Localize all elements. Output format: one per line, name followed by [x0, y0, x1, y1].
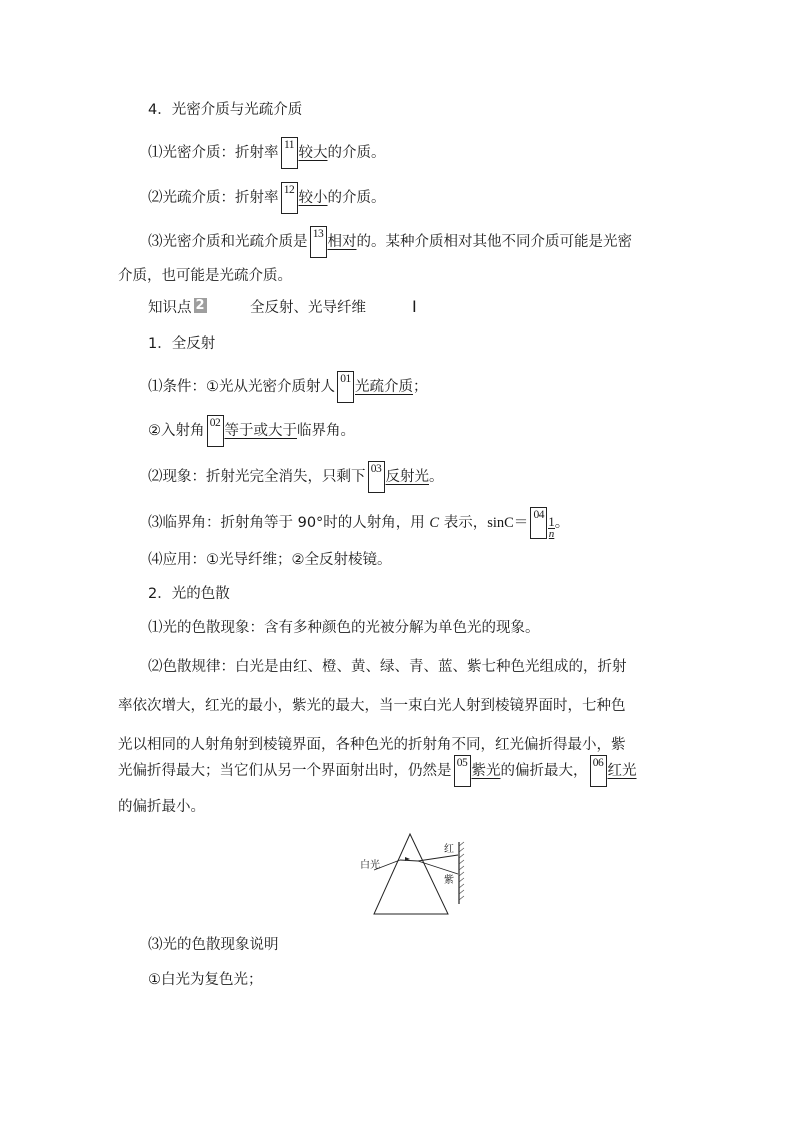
dispersion-explanation-1: ①白光为复色光；	[148, 972, 263, 988]
text: 。	[429, 469, 444, 485]
kp-badge: 2	[195, 298, 205, 313]
dispersion-rule-l5: 的偏折最小。	[118, 799, 205, 815]
answer-box: 03	[368, 461, 385, 493]
sparse-medium-line	[148, 182, 386, 214]
kp-level: Ⅰ	[412, 299, 417, 316]
screen-hatch	[459, 842, 464, 900]
answer-box: 13	[310, 226, 327, 258]
dense-medium-line	[148, 137, 386, 169]
text: 表示，	[439, 515, 488, 531]
dispersion-rule-l2: 率依次增大，红光的最小，紫光的最大，当一束白光人射到棱镜界面时，七种色	[118, 698, 626, 714]
kp-label: 知识点	[148, 300, 192, 316]
total-reflection-title: 1．全反射	[148, 336, 216, 352]
sin-formula: sinC＝	[487, 515, 529, 531]
section-4-title: 4．光密介质与光疏介质	[148, 102, 303, 118]
answer-text: 相对	[327, 234, 357, 250]
relative-line	[148, 226, 632, 258]
violet-label: 紫	[444, 875, 454, 886]
answer-text: 红光	[607, 763, 637, 779]
refracted-ray	[400, 860, 418, 861]
text: 的偏折最大，	[500, 763, 588, 779]
critical-angle-line	[148, 507, 569, 540]
red-ray	[418, 855, 458, 861]
dispersion-rule-l3: 光以相同的人射角射到棱镜界面，各种色光的折射角不同，红光偏折得最小，紫	[118, 737, 626, 753]
kp-title: 全反射、光导纤维	[250, 300, 366, 316]
text: 的介质。	[327, 145, 386, 161]
fraction-1-over-n: $\frac{1}{n}$	[548, 514, 555, 540]
text: ⑵现象：折射光完全消失，只剩下	[148, 469, 366, 485]
red-label: 红	[444, 844, 454, 855]
answer-text: 光疏介质	[355, 379, 413, 395]
answer-box: 12	[281, 182, 298, 214]
variable-C: C	[429, 515, 440, 531]
prism-dispersion-figure	[360, 828, 490, 918]
violet-ray	[418, 861, 458, 874]
answer-text: 较大	[298, 145, 328, 161]
dispersion-explanation-title: ⑶光的色散现象说明	[148, 937, 279, 953]
condition-line-1	[148, 371, 428, 403]
dispersion-definition: ⑴光的色散现象：含有多种颜色的光被分解为单色光的现象。	[148, 620, 540, 636]
relative-line-cont: 介质，也可能是光疏介质。	[118, 268, 292, 284]
text: 。	[554, 515, 570, 531]
white-light-label: 白光	[360, 860, 380, 871]
text: ；	[413, 379, 428, 395]
text: 光偏折得最大；当它们从另一个界面射出时，仍然是	[118, 763, 452, 779]
text: ⑶临界角：折射角等于 90°时的人射角，用	[148, 515, 430, 531]
application-line: ⑷应用：①光导纤维；②全反射棱镜。	[148, 552, 392, 568]
dispersion-rule-l4	[118, 755, 637, 787]
answer-box: 01	[337, 371, 354, 403]
text: 临界角。	[297, 423, 355, 439]
condition-line-2	[148, 415, 355, 447]
answer-box: 11	[281, 137, 298, 169]
text: ②入射角	[148, 423, 205, 439]
answer-box: 02	[207, 415, 224, 447]
text: ⑴光密介质：折射率	[148, 145, 279, 161]
answer-box: 06	[590, 755, 607, 787]
answer-text: 紫光	[471, 763, 501, 779]
text: ⑴条件：①光从光密介质射人	[148, 379, 335, 395]
dispersion-rule-l1: ⑵色散规律：白光是由红、橙、黄、绿、青、蓝、紫七种色光组成的，折射	[148, 659, 627, 675]
answer-text: 等于或大于	[224, 423, 297, 439]
text: ⑶光密介质和光疏介质是	[148, 234, 308, 250]
answer-box: 04	[530, 507, 547, 539]
phenomenon-line	[148, 461, 444, 493]
prism-triangle	[374, 834, 448, 914]
dispersion-title: 2．光的色散	[148, 586, 230, 602]
answer-text: 较小	[298, 190, 328, 206]
answer-text: 反射光	[385, 469, 429, 485]
answer-box: 05	[454, 755, 471, 787]
knowledge-point-header	[148, 298, 207, 318]
text: ⑵光疏介质：折射率	[148, 190, 279, 206]
text: 的。某种介质相对其他不同介质可能是光密	[356, 234, 632, 250]
text: 的介质。	[327, 190, 386, 206]
